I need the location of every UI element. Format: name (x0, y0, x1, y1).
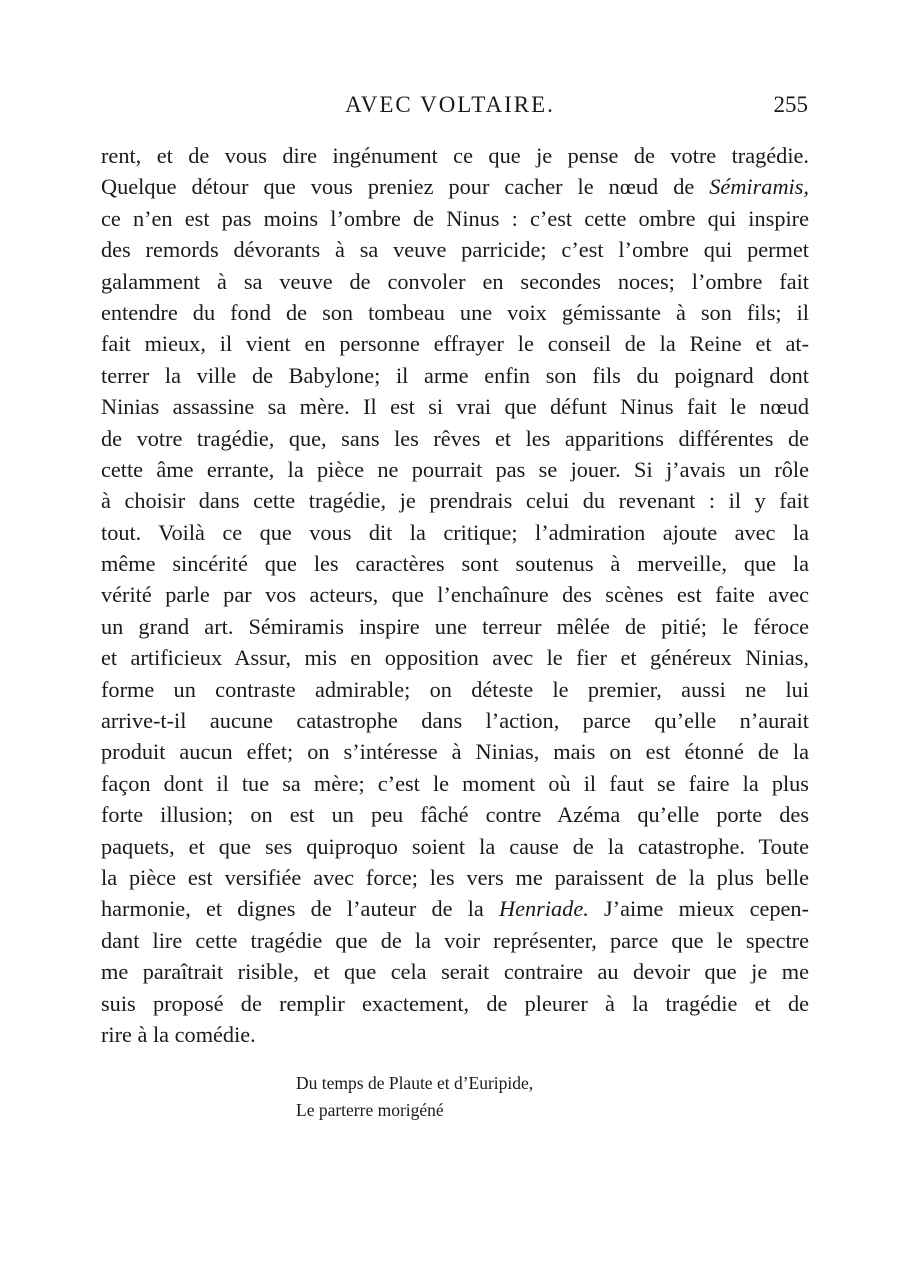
text-line: me paraîtrait risible, et que cela serait contraire au devoir que je me (101, 959, 809, 985)
text-line: dant lire cette tragédie que de la voir représenter, parce que le spectre (101, 927, 809, 953)
text-line: fait mieux, il vient en personne effrayer le conseil de la Reine et at- (101, 331, 809, 357)
text-line: à choisir dans cette tragédie, je prendrais celui du revenant : il y fait (101, 488, 809, 514)
text-line: même sincérité que les caractères sont soutenus à merveille, que la (101, 551, 809, 577)
text-line: Quelque détour que vous preniez pour cacher le nœud de Sémiramis, (101, 174, 809, 200)
text-line: entendre du fond de son tombeau une voix gémissante à son fils; il (101, 299, 809, 325)
body-paragraph (101, 140, 809, 1050)
page-header (0, 92, 900, 126)
text-line: cette âme errante, la pièce ne pourrait pas se jouer. Si j’avais un rôle (101, 456, 809, 482)
text-line: des remords dévorants à sa veuve parricide; c’est l’ombre qui permet (101, 237, 809, 263)
text-line: tout. Voilà ce que vous dit la critique; l’admiration ajoute avec la (101, 519, 809, 545)
text-line: vérité parle par vos acteurs, que l’enchaînure des scènes est faite avec (101, 582, 809, 608)
text-line: Ninias assassine sa mère. Il est si vrai que défunt Ninus fait le nœud (101, 394, 809, 420)
text-line: galamment à sa veuve de convoler en secondes noces; l’ombre fait (101, 268, 809, 294)
title-semiramis: Sémiramis, (709, 174, 809, 200)
title-henriade: Henriade. (499, 896, 589, 922)
text-line: de votre tragédie, que, sans les rêves et les apparitions différentes de (101, 425, 809, 451)
text-line: et artificieux Assur, mis en opposition avec le fier et généreux Ninias, (101, 645, 809, 671)
text-line: forme un contraste admirable; on déteste le premier, aussi ne lui (101, 676, 809, 702)
text-line: ce n’en est pas moins l’ombre de Ninus : c’est cette ombre qui inspire (101, 205, 809, 231)
text-line: rent, et de vous dire ingénument ce que je pense de votre tragédie. (101, 143, 809, 168)
text-line: suis proposé de remplir exactement, de pleurer à la tragédie et de (101, 990, 809, 1016)
text-line: terrer la ville de Babylone; il arme enfin son fils du poignard dont (101, 362, 809, 388)
text-line: produit aucun effet; on s’intéresse à Ninias, mais on est étonné de la (101, 739, 809, 765)
text-line: arrive-t-il aucune catastrophe dans l’action, parce qu’elle n’aurait (101, 708, 809, 734)
text-line: forte illusion; on est un peu fâché contre Azéma qu’elle porte des (101, 802, 809, 828)
text-line: harmonie, et dignes de l’auteur de la Henriade. J’aime mieux cepen- (101, 896, 809, 922)
verse-quotation (296, 1070, 716, 1124)
verse-line: Du temps de Plaute et d’Euripide, (296, 1073, 534, 1093)
verse-line: Le parterre morigéné (296, 1100, 444, 1120)
page-number: 255 (773, 92, 808, 117)
text-line: la pièce est versifiée avec force; les vers me paraissent de la plus belle (101, 864, 809, 890)
text-line: paquets, et que ses quiproquo soient la cause de la catastrophe. Toute (101, 833, 809, 859)
text-line: un grand art. Sémiramis inspire une terreur mêlée de pitié; le féroce (101, 613, 809, 639)
running-title: AVEC VOLTAIRE. (345, 92, 555, 117)
text-line: façon dont il tue sa mère; c’est le moment où il faut se faire la plus (101, 770, 809, 796)
text-line: rire à la comédie. (101, 1021, 256, 1047)
